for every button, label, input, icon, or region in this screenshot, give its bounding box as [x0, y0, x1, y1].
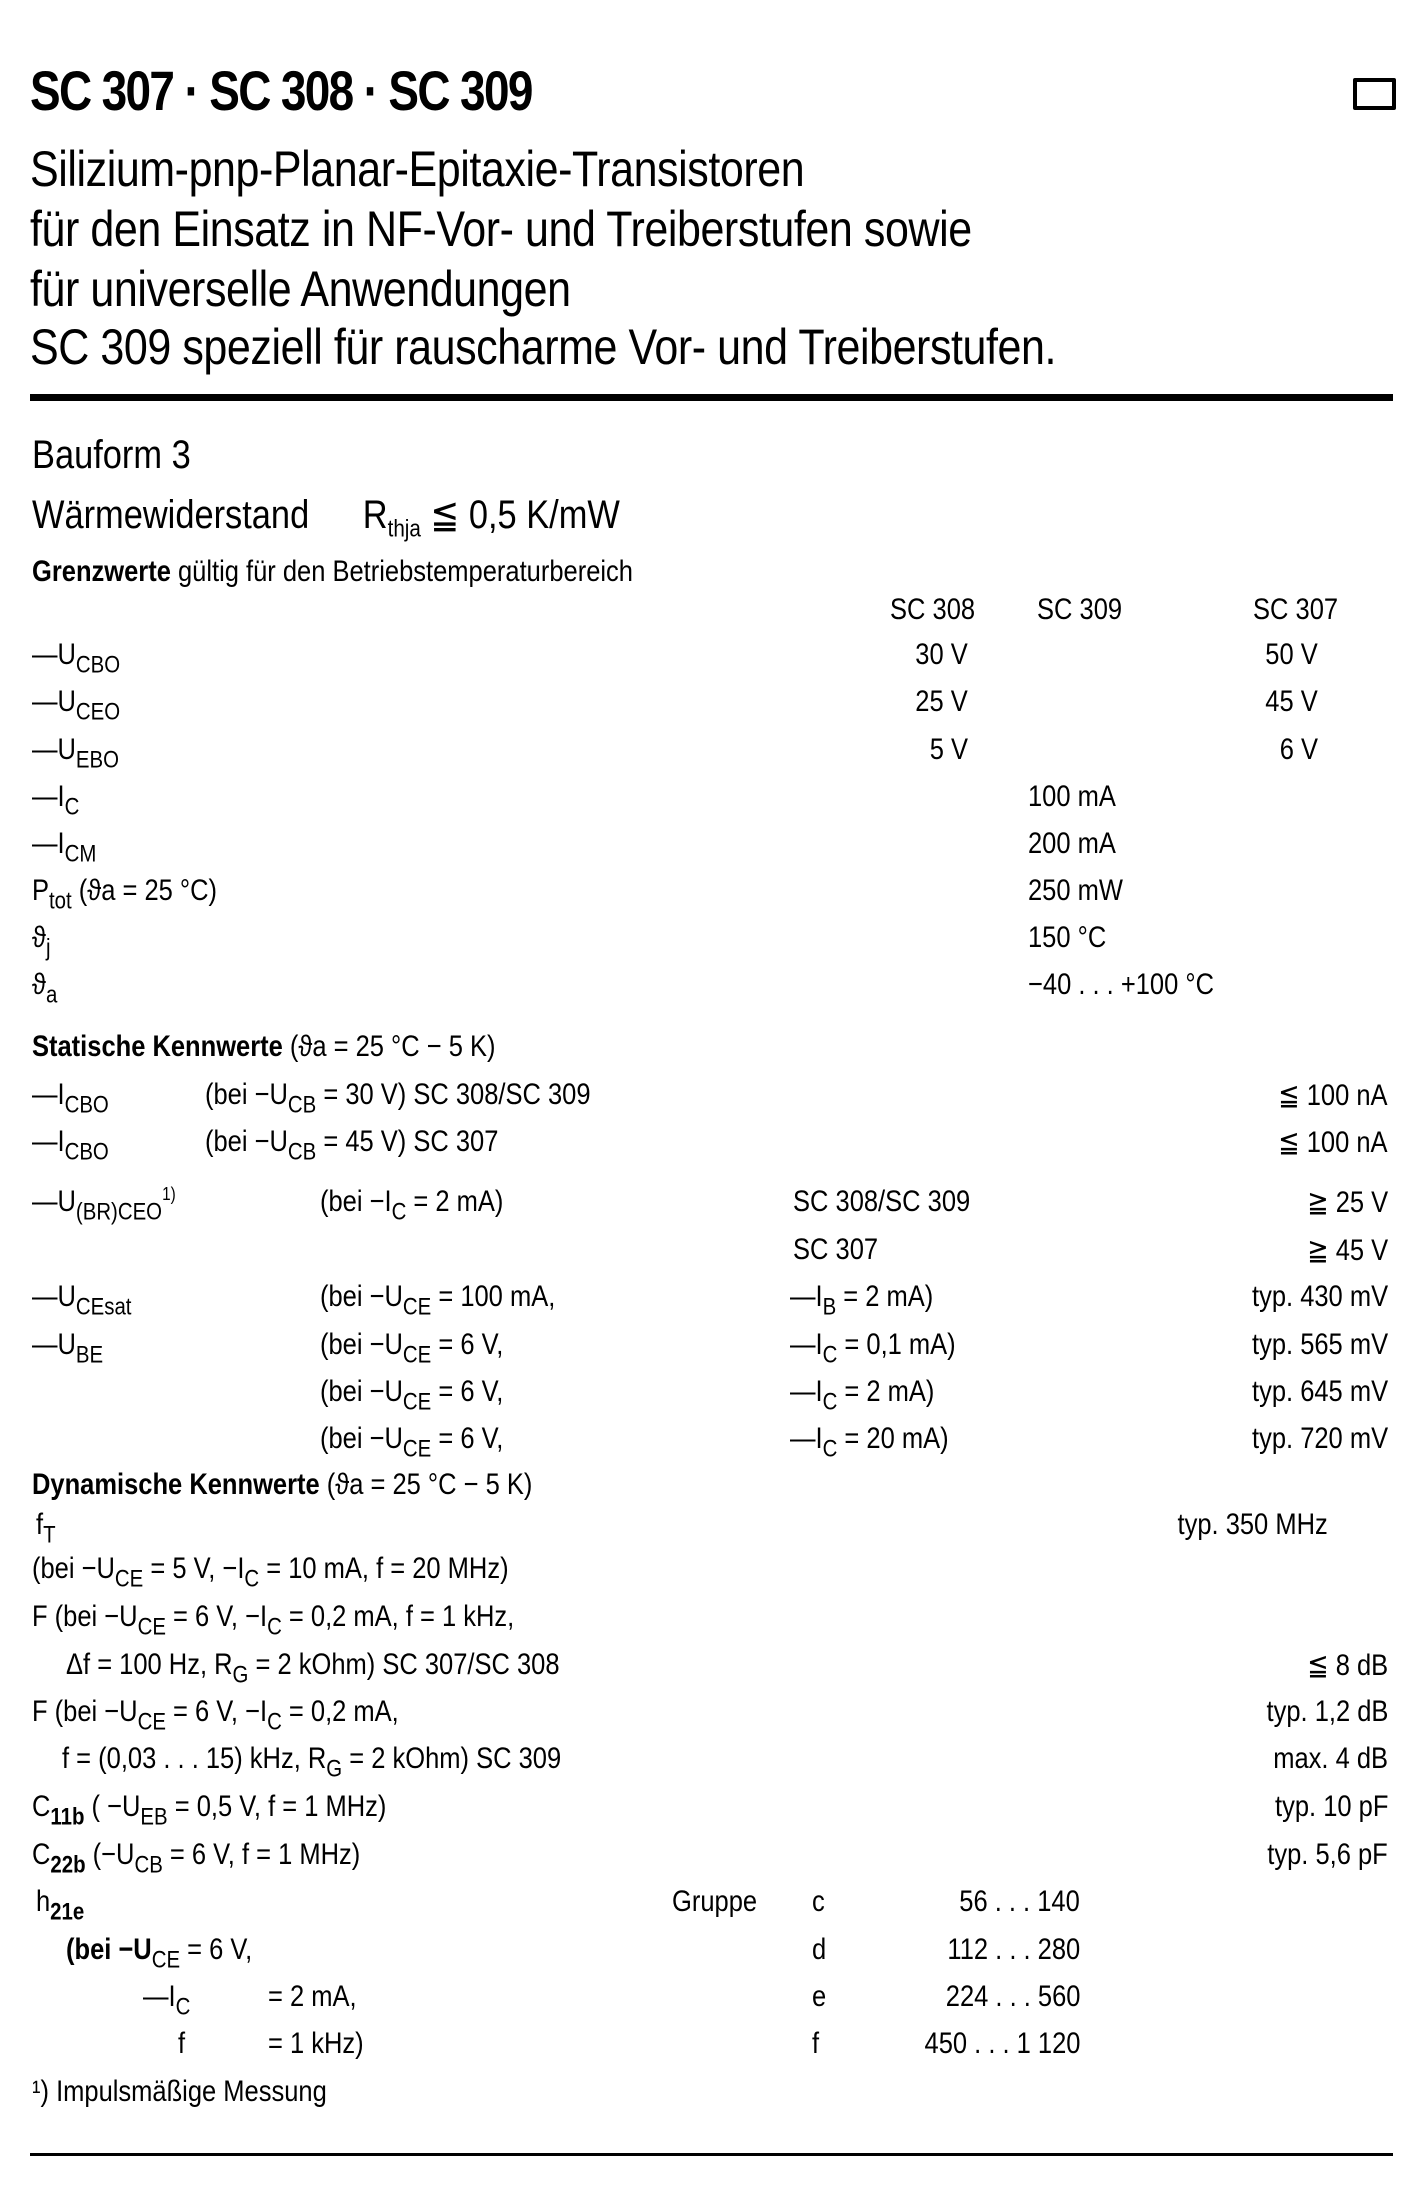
- noise-f1-value: ≦ 8 dB: [1307, 1649, 1388, 1682]
- subtitle-line-3: für universelle Anwendungen: [30, 261, 571, 317]
- static-row-condition: ($bei -U_{CE} = 6$ V,: [320, 1375, 504, 1416]
- static-row-symbol: $—U_{(BR)CEO}^{1)}$: [32, 1184, 176, 1226]
- ft-symbol: $f_T$: [36, 1508, 56, 1549]
- static-row-condition: ($bei -U_{CB} = 45$ V) SC 307: [205, 1125, 499, 1166]
- static-row-condition-2: $—I_C = 20$ mA): [790, 1422, 949, 1463]
- subtitle-line-1: Silizium-pnp-Planar-Epitaxie-Transistoren: [30, 141, 805, 197]
- ft-value: typ. 350 MHz: [1177, 1508, 1328, 1541]
- grenzwert-row-symbol: $—I_{CM}$: [32, 827, 97, 868]
- static-row-value: typ. 645 mV: [1251, 1375, 1388, 1408]
- c22b-value: typ. 5,6 pF: [1267, 1838, 1388, 1871]
- grenzwert-value-sc308: 25 V: [915, 685, 968, 718]
- static-row-symbol: $—U_{BE}$: [32, 1328, 104, 1369]
- grenzwert-value-common: 250 mW: [1028, 874, 1123, 907]
- static-row-value: ≦ 100 nA: [1278, 1126, 1388, 1159]
- static-row-condition-2: $—I_C = 0,1$ mA): [790, 1328, 956, 1369]
- static-row-condition-2: $—I_B = 2$ mA): [790, 1280, 934, 1321]
- static-row-symbol: $—I_{CBO}$: [32, 1125, 109, 1166]
- grenzwert-value-common: −40 . . . +100 °C: [1028, 968, 1214, 1001]
- waerme-label: Wärmewiderstand: [32, 493, 310, 537]
- grenzwerte-heading: Grenzwerte gültig für den Betriebstemperaturbereich: [32, 555, 633, 588]
- grenzwert-value-sc307: 50 V: [1265, 638, 1318, 671]
- subtitle-line-4: SC 309 speziell für rauscharme Vor- und Treiberstufen.: [30, 319, 1057, 375]
- static-row-condition: ($bei -I_C = 2$ mA): [320, 1185, 504, 1226]
- grenzwert-row-symbol: $—U_{CEO}$: [32, 685, 121, 726]
- square-outline-icon: [1353, 78, 1396, 110]
- grenzwert-row-symbol: $P_{tot}$ (ϑa = 25 °C): [32, 874, 218, 915]
- noise-f1-line1: F ($bei -U_{CE} = 6$ V, $-I_C = 0,2$ mA, f = 1 kHz,: [32, 1600, 515, 1641]
- gruppe-range: 450 . . . 1 120: [924, 2027, 1080, 2060]
- grenzwert-value-common: 150 °C: [1028, 921, 1107, 954]
- static-row-condition: ($bei -U_{CE} = 6$ V,: [320, 1422, 504, 1463]
- page-title: SC 307 · SC 308 · SC 309: [30, 59, 532, 122]
- static-row-value: ≧ 25 V: [1307, 1186, 1388, 1219]
- gruppe-letter: c: [812, 1885, 825, 1918]
- h21e-symbol: $h_{21e}$: [36, 1885, 85, 1926]
- waerme-value: ≦ 0,5 K/mW: [430, 493, 620, 537]
- gruppe-letter: d: [812, 1933, 827, 1966]
- static-row-condition: ($bei -U_{CB} = 30$ V) SC 308/SC 309: [205, 1078, 591, 1119]
- dynamische-heading: Dynamische Kennwerte (ϑa = 25 °C − 5 K): [32, 1468, 533, 1501]
- grenzwert-value-sc308: 30 V: [915, 638, 968, 671]
- noise-f2-line2: f = (0,03 . . . 15) kHz, $R_G = 2$ kOhm) SC 309: [62, 1742, 562, 1783]
- gruppe-letter: f: [812, 2027, 820, 2060]
- header-divider: [30, 394, 1393, 401]
- h21e-cond-3-val: = 1 kHz): [268, 2027, 364, 2060]
- gruppe-letter: e: [812, 1980, 827, 2013]
- waermewiderstand: [32, 492, 620, 543]
- noise-f2-value-typ: typ. 1,2 dB: [1266, 1695, 1388, 1728]
- waerme-symbol: $R_{thja}$: [362, 493, 421, 543]
- noise-f1-line2: Δf = 100 Hz, $R_G = 2$ kOhm) SC 307/SC 308: [66, 1648, 560, 1689]
- grenzwert-row-symbol: $—I_C$: [32, 780, 80, 821]
- h21e-cond-2-val: = 2 mA,: [268, 1980, 357, 2013]
- footer-divider: [30, 2153, 1393, 2156]
- grenzwert-row-symbol: $ϑ_a$: [32, 968, 58, 1009]
- grenzwert-value-common: 200 mA: [1028, 827, 1116, 860]
- column-header-sc309: SC 309: [1037, 593, 1123, 626]
- static-row-condition: ($bei -U_{CE} = 6$ V,: [320, 1328, 504, 1369]
- h21e-cond-3: f: [178, 2027, 186, 2060]
- grenzwert-row-symbol: $ϑ_j$: [32, 921, 51, 962]
- grenzwert-value-sc308: 5 V: [929, 733, 968, 766]
- c22b-row: $C_{22b}$ ($-U_{CB} = 6$ V, f = 1 MHz): [32, 1838, 361, 1879]
- c11b-value: typ. 10 pF: [1274, 1790, 1388, 1823]
- static-row-symbol: $—I_{CBO}$: [32, 1078, 109, 1119]
- noise-f2-value-max: max. 4 dB: [1273, 1742, 1388, 1775]
- static-row-value: ≦ 100 nA: [1278, 1079, 1388, 1112]
- bauform-label: Bauform 3: [32, 433, 191, 477]
- column-header-sc307: SC 307: [1253, 593, 1339, 626]
- static-row-value: typ. 720 mV: [1251, 1422, 1388, 1455]
- static-row-value: typ. 565 mV: [1251, 1328, 1388, 1361]
- h21e-cond-2: $—I_C$: [143, 1980, 191, 2021]
- static-row-type: SC 307: [793, 1233, 879, 1266]
- ft-condition: ($bei -U_{CE} = 5$ V, $-I_C = 10$ mA, f = 20 MHz): [32, 1552, 509, 1593]
- column-header-sc308: SC 308: [890, 593, 976, 626]
- static-row-value: typ. 430 mV: [1251, 1280, 1388, 1313]
- c11b-row: $C_{11b}$ ( $-U_{EB} = 0,5$ V, f = 1 MHz): [32, 1790, 387, 1831]
- footnote: ¹) Impulsmäßige Messung: [32, 2075, 327, 2108]
- static-row-value: ≧ 45 V: [1307, 1234, 1388, 1267]
- gruppe-range: 112 . . . 280: [947, 1933, 1080, 1966]
- grenzwert-value-sc307: 6 V: [1279, 733, 1318, 766]
- gruppe-label: Gruppe: [672, 1885, 758, 1918]
- static-row-condition: ($bei -U_{CE} = 100$ mA,: [320, 1280, 556, 1321]
- gruppe-range: 224 . . . 560: [945, 1980, 1080, 2013]
- noise-f2-line1: F ($bei -U_{CE} = 6$ V, $-I_C = 0,2$ mA,: [32, 1695, 399, 1736]
- grenzwert-value-sc307: 45 V: [1265, 685, 1318, 718]
- static-row-symbol: $—U_{CEsat}$: [32, 1280, 132, 1321]
- grenzwert-row-symbol: $—U_{EBO}$: [32, 733, 120, 774]
- static-row-type: SC 308/SC 309: [793, 1185, 971, 1218]
- grenzwert-row-symbol: $—U_{CBO}$: [32, 638, 121, 679]
- subtitle-line-2: für den Einsatz in NF-Vor- und Treiberstufen sowie: [30, 201, 972, 257]
- static-row-condition-2: $—I_C = 2$ mA): [790, 1375, 935, 1416]
- grenzwert-value-common: 100 mA: [1028, 780, 1116, 813]
- statische-heading: Statische Kennwerte (ϑa = 25 °C − 5 K): [32, 1030, 496, 1063]
- gruppe-range: 56 . . . 140: [959, 1885, 1080, 1918]
- h21e-cond-1: ($bei -U_{CE} = 6$ V,: [66, 1933, 253, 1974]
